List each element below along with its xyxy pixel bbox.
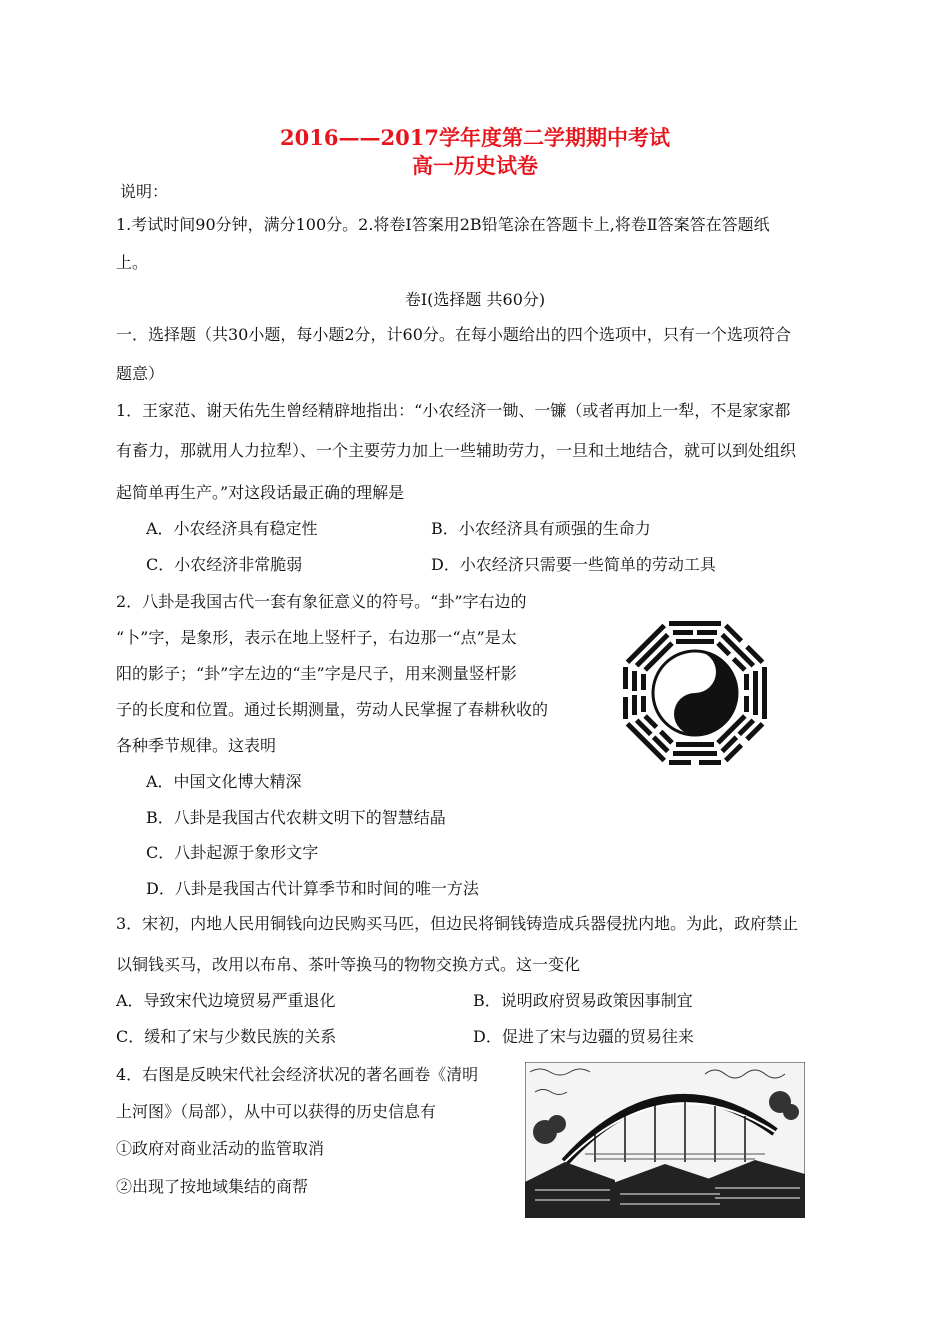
q2-option-a: A．中国文化博大精深 (146, 772, 302, 791)
q2-option-c: C．八卦起源于象形文字 (146, 843, 319, 862)
section-heading: 卷Ⅰ(选择题 共60分) (404, 290, 546, 309)
q1-line2: 有畜力，那就用人力拉犁）、一个主要劳力加上一些辅助劳力，一旦和土地结合，就可以到处组织 (116, 441, 797, 460)
q2-line2: “卜”字，是象形，表示在地上竖杆子，右边那一“点”是太 (116, 628, 517, 647)
q2-line3: 阳的影子；“卦”字左边的“圭”字是尺子，用来测量竖杆影 (116, 664, 517, 683)
q2-line4: 子的长度和位置。通过长期测量，劳动人民掌握了春耕秋收的 (116, 700, 549, 719)
q2-line5: 各种季节规律。这表明 (116, 736, 277, 755)
q1-option-d: D．小农经济只需要一些简单的劳动工具 (431, 555, 716, 574)
q2-line1: 2．八卦是我国古代一套有象征意义的符号。“卦”字右边的 (116, 592, 527, 611)
q3-option-b: B．说明政府贸易政策因事制宜 (473, 991, 693, 1010)
q1-option-c: C．小农经济非常脆弱 (146, 555, 303, 574)
q3-option-d: D．促进了宋与边疆的贸易往来 (473, 1027, 694, 1046)
q4-statement-2: ②出现了按地域集结的商帮 (116, 1177, 309, 1196)
q3-line1: 3．宋初，内地人民用铜钱向边民购买马匹，但边民将铜钱铸造成兵器侵扰内地。为此，政府禁止 (116, 914, 799, 933)
section-intro-line1: 一．选择题（共30小题，每小题2分，计60分。在每小题给出的四个选项中，只有一个选项符合 (116, 325, 791, 344)
q2-option-d: D．八卦是我国古代计算季节和时间的唯一方法 (146, 879, 479, 898)
instructions-line1: 1.考试时间90分钟，满分100分。2.将卷Ⅰ答案用2B铅笔涂在答题卡上,将卷Ⅱ答案答在答题纸 (116, 215, 770, 234)
qingming-painting-image (525, 1062, 805, 1218)
q1-option-a: A．小农经济具有稳定性 (146, 519, 318, 538)
instructions-label: 说明： (120, 182, 169, 201)
q1-option-b: B．小农经济具有顽强的生命力 (431, 519, 651, 538)
q3-line2: 以铜钱买马，改用以布帛、茶叶等换马的物物交换方式。这一变化 (116, 955, 581, 974)
q4-line1: 4．右图是反映宋代社会经济状况的著名画卷《清明 (116, 1065, 479, 1084)
q3-option-c: C．缓和了宋与少数民族的关系 (116, 1027, 337, 1046)
q1-line1: 1．王家范、谢天佑先生曾经精辟地指出：“小农经济一锄、一镰（或者再加上一犁，不是家家都 (116, 401, 791, 420)
section-intro-line2: 题意） (116, 364, 165, 383)
q1-line3: 起简单再生产。”对这段话最正确的理解是 (116, 483, 405, 502)
exam-subtitle: 高一历史试卷 (412, 153, 538, 178)
q4-line2: 上河图》（局部），从中可以获得的历史信息有 (116, 1102, 437, 1121)
q4-statement-1: ①政府对商业活动的监管取消 (116, 1139, 325, 1158)
q2-option-b: B．八卦是我国古代农耕文明下的智慧结晶 (146, 808, 446, 827)
q3-option-a: A．导致宋代边境贸易严重退化 (116, 991, 336, 1010)
exam-title: 2016——2017学年度第二学期期中考试 (280, 125, 670, 150)
bagua-diagram-icon (620, 613, 770, 773)
instructions-line2: 上。 (116, 253, 149, 272)
